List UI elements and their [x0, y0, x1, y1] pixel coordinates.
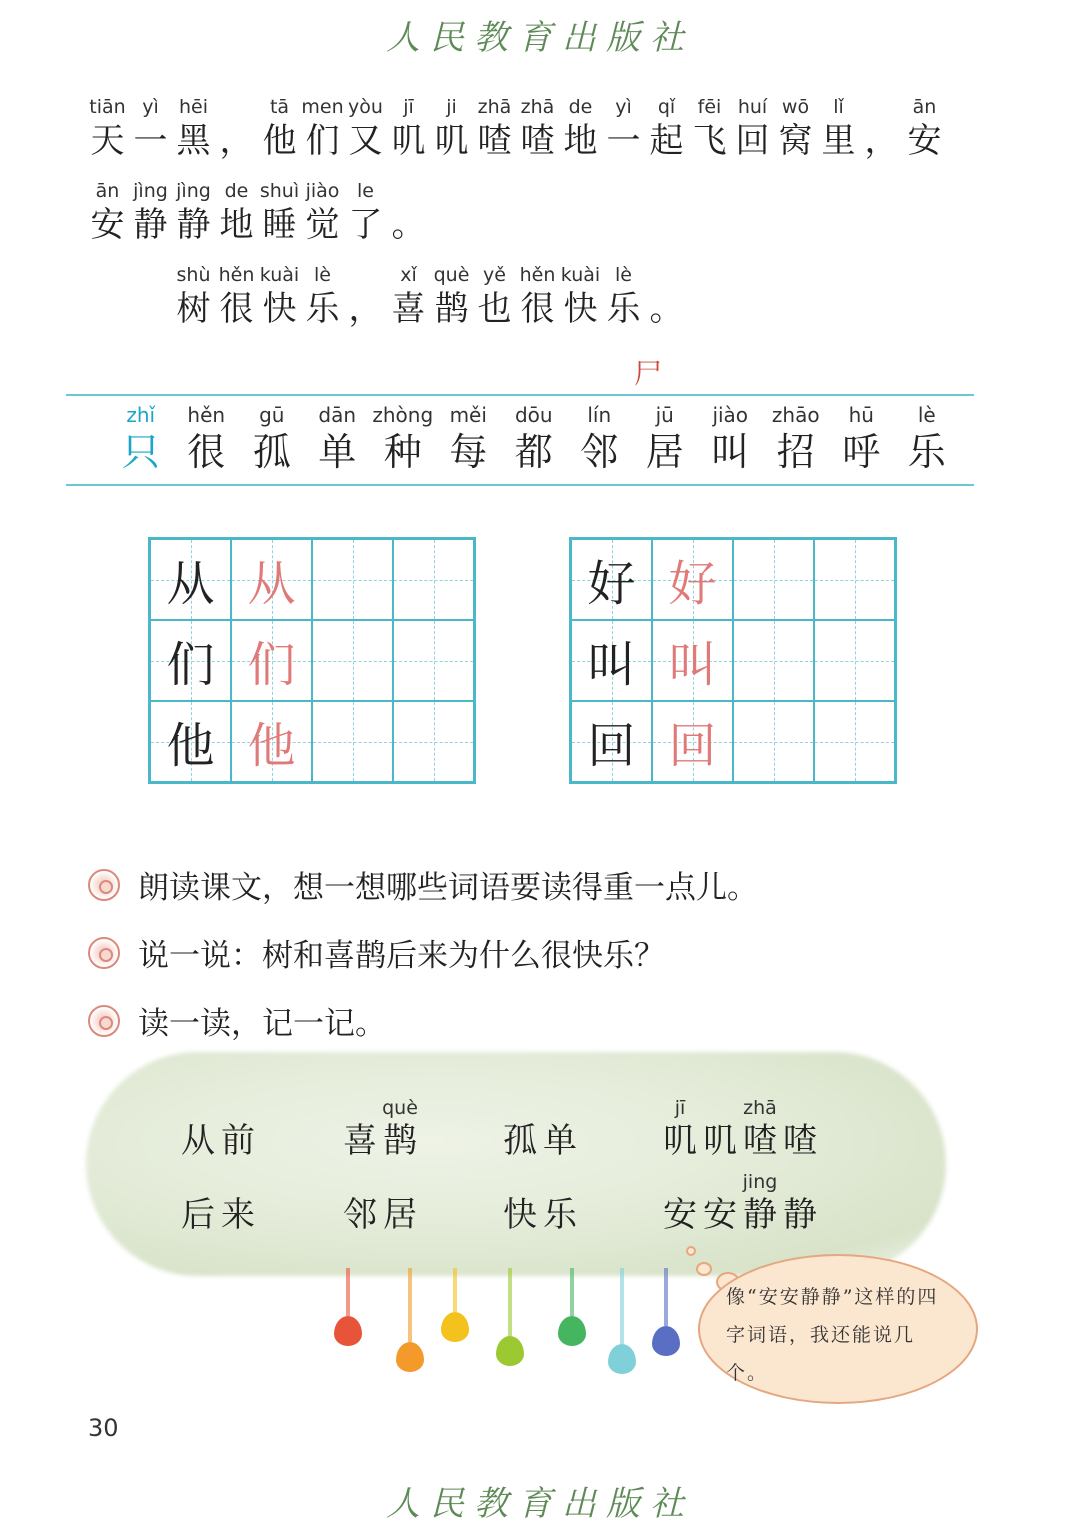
char-unit — [129, 94, 172, 162]
word-char — [540, 1096, 580, 1162]
pinyin: kuài — [560, 264, 601, 286]
hanzi: 睡 — [262, 205, 297, 245]
exercise-3 — [88, 998, 386, 1043]
cloud-illustration — [86, 1052, 946, 1276]
vocab-hanzi: 乐 — [907, 430, 946, 474]
char-unit — [559, 262, 602, 330]
pinyin: shù — [176, 264, 211, 286]
pinyin: yě — [483, 264, 506, 286]
vocab-pinyin: hěn — [187, 403, 226, 427]
pinyin: lǐ — [833, 96, 844, 118]
hanzi: 飞 — [692, 121, 727, 161]
drop-ball — [558, 1316, 586, 1346]
grid-cell — [733, 620, 814, 701]
word-hanzi: 孤 — [503, 1121, 537, 1161]
vocab-pinyin: zhāo — [771, 403, 820, 427]
char-unit — [430, 262, 473, 330]
model-character: 他 — [166, 718, 215, 774]
grid-cell — [312, 539, 393, 620]
hanzi: 喳 — [477, 121, 512, 161]
char-unit — [387, 94, 430, 162]
tracing-character: 们 — [247, 637, 296, 693]
word-hanzi: 单 — [543, 1121, 577, 1161]
vocab-pinyin: zhòng — [372, 403, 434, 427]
hanzi: 乐 — [606, 289, 641, 329]
vocab-hanzi: 都 — [514, 430, 553, 474]
char-unit — [301, 178, 344, 246]
grid-cell — [312, 620, 393, 701]
word-char — [500, 1096, 540, 1162]
hanzi: 乐 — [305, 289, 340, 329]
tracing-character: 从 — [247, 556, 296, 612]
char-unit — [258, 94, 301, 162]
thought-dot-small — [686, 1246, 696, 1256]
vocab-strip-bottom-border — [66, 484, 974, 486]
exercise-bullet-icon — [88, 1005, 120, 1037]
grid-cell — [231, 701, 312, 782]
pinyin: jìng — [133, 180, 168, 202]
pinyin: wō — [781, 96, 810, 118]
char-unit — [387, 178, 430, 246]
word-hanzi: 喳 — [783, 1121, 817, 1161]
vocab-char — [501, 402, 567, 476]
vocab-hanzi: 单 — [318, 430, 357, 474]
pinyin: zhā — [477, 96, 512, 118]
char-unit — [645, 262, 688, 330]
vocab-word — [340, 1170, 420, 1236]
grid-cell — [814, 701, 895, 782]
hanzi: 回 — [735, 121, 770, 161]
pinyin: le — [357, 180, 374, 202]
hanzi: 喳 — [520, 121, 555, 161]
hanzi: ， — [348, 289, 383, 329]
model-character: 们 — [166, 637, 215, 693]
drop-stem — [346, 1268, 350, 1316]
grid-cell — [571, 539, 652, 620]
grid-cell — [393, 620, 474, 701]
grid-cell — [652, 539, 733, 620]
vocab-hanzi: 邻 — [580, 430, 619, 474]
hanzi: 们 — [305, 121, 340, 161]
hanzi: 安 — [907, 121, 942, 161]
word-hanzi: 居 — [383, 1195, 417, 1235]
grid-cell — [231, 620, 312, 701]
hanzi: 快 — [262, 289, 297, 329]
char-unit — [473, 262, 516, 330]
word-char — [218, 1096, 258, 1162]
hanzi: 一 — [133, 121, 168, 161]
hanzi: 快 — [563, 289, 598, 329]
word-hanzi: 后 — [181, 1195, 215, 1235]
vocab-char — [174, 402, 240, 476]
text-line-3 — [172, 262, 688, 330]
word-char — [218, 1170, 258, 1236]
word-char — [740, 1096, 780, 1162]
pinyin: huí — [737, 96, 768, 118]
drop-stem — [620, 1268, 624, 1344]
hanzi: 叽 — [391, 121, 426, 161]
vocab-char — [370, 402, 436, 476]
grid-cell — [150, 539, 231, 620]
hanzi: 窝 — [778, 121, 813, 161]
hanzi: 很 — [219, 289, 254, 329]
char-unit — [301, 262, 344, 330]
grid-cell — [150, 620, 231, 701]
pinyin: jiào — [305, 180, 340, 202]
vocab-hanzi: 叫 — [711, 430, 750, 474]
publisher-watermark-top: 人民教育出版社 — [386, 18, 694, 58]
char-unit — [86, 178, 129, 246]
char-unit — [215, 94, 258, 162]
tracing-character: 他 — [247, 718, 296, 774]
vocab-char — [894, 402, 960, 476]
char-unit — [344, 262, 387, 330]
vocab-pinyin: hū — [848, 403, 874, 427]
hanzi: 。 — [649, 289, 684, 329]
text-line-1 — [86, 94, 946, 162]
grid-cell — [733, 701, 814, 782]
char-unit — [860, 94, 903, 162]
hanzi: 里 — [821, 121, 856, 161]
hanzi: 天 — [90, 121, 125, 161]
word-hanzi: 乐 — [543, 1195, 577, 1235]
word-hanzi: 安 — [703, 1195, 737, 1235]
hanzi: 很 — [520, 289, 555, 329]
word-hanzi: 静 — [743, 1195, 777, 1235]
grid-cell — [231, 539, 312, 620]
char-unit — [430, 94, 473, 162]
char-unit — [258, 178, 301, 246]
word-char — [700, 1096, 740, 1162]
hanzi: 静 — [133, 205, 168, 245]
vocab-pinyin: dān — [318, 403, 357, 427]
char-unit — [559, 94, 602, 162]
word-char — [780, 1170, 820, 1236]
word-char — [740, 1170, 780, 1236]
vocab-hanzi: 招 — [776, 430, 815, 474]
exercise-bullet-icon — [88, 937, 120, 969]
word-hanzi: 叽 — [663, 1121, 697, 1161]
word-char — [178, 1170, 218, 1236]
word-char — [380, 1096, 420, 1162]
hanzi: 。 — [391, 205, 426, 245]
grid-cell — [312, 701, 393, 782]
vocab-word — [660, 1170, 820, 1236]
pinyin: yì — [615, 96, 632, 118]
pinyin: hěn — [218, 264, 255, 286]
exercise-bullet-icon — [88, 869, 120, 901]
pinyin: tā — [269, 96, 290, 118]
writing-grid-left — [148, 537, 476, 784]
vocab-pinyin: lè — [917, 403, 936, 427]
exercise-text: 读一读，记一记。 — [138, 1006, 386, 1042]
text-line-2 — [86, 178, 430, 246]
word-hanzi: 安 — [663, 1195, 697, 1235]
vocab-hanzi: 孤 — [252, 430, 291, 474]
drop-stem — [664, 1268, 668, 1326]
vocab-word — [178, 1096, 258, 1162]
word-hanzi: 鹊 — [383, 1121, 417, 1161]
hanzi: 一 — [606, 121, 641, 161]
grid-cell — [571, 620, 652, 701]
hanzi: 地 — [563, 121, 598, 161]
model-character: 叫 — [587, 637, 636, 693]
word-hanzi: 叽 — [703, 1121, 737, 1161]
hanzi: 安 — [90, 205, 125, 245]
vocab-hanzi: 种 — [383, 430, 422, 474]
hanzi: 树 — [176, 289, 211, 329]
pinyin: yòu — [348, 96, 383, 118]
char-unit — [86, 94, 129, 162]
char-unit — [258, 262, 301, 330]
vocab-word — [340, 1096, 420, 1162]
pinyin: fēi — [697, 96, 722, 118]
pinyin: què — [433, 264, 470, 286]
hanzi: 也 — [477, 289, 512, 329]
pinyin: tiān — [89, 96, 126, 118]
word-pinyin: jing — [742, 1171, 778, 1193]
vocab-pinyin: měi — [449, 403, 487, 427]
pinyin: ān — [95, 180, 120, 202]
word-char — [660, 1096, 700, 1162]
hanzi: 又 — [348, 121, 383, 161]
word-hanzi: 邻 — [343, 1195, 377, 1235]
pinyin: shuì — [259, 180, 300, 202]
hanzi: 了 — [348, 205, 383, 245]
vocab-pinyin: dōu — [514, 403, 553, 427]
word-char — [780, 1096, 820, 1162]
new-character-strip — [108, 402, 960, 476]
hanzi: 叽 — [434, 121, 469, 161]
vocab-char — [632, 402, 698, 476]
pinyin: yì — [142, 96, 159, 118]
hanzi: 鹊 — [434, 289, 469, 329]
pinyin: hēi — [178, 96, 208, 118]
grid-cell — [393, 539, 474, 620]
grid-cell — [814, 539, 895, 620]
drop-ball — [396, 1342, 424, 1372]
word-char — [540, 1170, 580, 1236]
vocab-word — [500, 1170, 580, 1236]
word-hanzi: 从 — [181, 1121, 215, 1161]
char-unit — [774, 94, 817, 162]
char-unit — [731, 94, 774, 162]
hanzi: 静 — [176, 205, 211, 245]
word-char — [178, 1096, 218, 1162]
drop-ball — [652, 1326, 680, 1356]
thought-bubble-text: 像“安安静静”这样的四字词语，我还能说几个。 — [726, 1286, 939, 1384]
pinyin: de — [568, 96, 593, 118]
writing-grid-right — [569, 537, 897, 784]
word-hanzi: 快 — [503, 1195, 537, 1235]
hanzi: ， — [864, 121, 899, 161]
vocab-word — [500, 1096, 580, 1162]
char-unit — [172, 178, 215, 246]
char-unit — [172, 94, 215, 162]
radical-hint: 尸 — [634, 357, 663, 390]
word-char — [660, 1170, 700, 1236]
vocab-hanzi: 每 — [449, 430, 488, 474]
pinyin: ān — [912, 96, 937, 118]
thought-dot-medium — [696, 1262, 712, 1276]
pinyin: hěn — [519, 264, 556, 286]
pinyin: lè — [615, 264, 632, 286]
grid-cell — [652, 620, 733, 701]
word-char — [500, 1170, 540, 1236]
exercise-text: 朗读课文，想一想哪些词语要读得重一点儿。 — [138, 870, 758, 906]
hanzi: 地 — [219, 205, 254, 245]
char-unit — [172, 262, 215, 330]
hanzi: ， — [219, 121, 254, 161]
drop-ball — [334, 1316, 362, 1346]
vocab-char — [436, 402, 502, 476]
pinyin: zhā — [520, 96, 555, 118]
word-char — [380, 1170, 420, 1236]
vocab-pinyin: lín — [587, 403, 612, 427]
grid-cell — [652, 701, 733, 782]
char-unit — [344, 94, 387, 162]
grid-cell — [393, 701, 474, 782]
char-unit — [645, 94, 688, 162]
tracing-character: 好 — [668, 556, 717, 612]
word-pinyin: què — [382, 1097, 418, 1119]
word-hanzi: 前 — [221, 1121, 255, 1161]
model-character: 回 — [587, 718, 636, 774]
char-unit — [602, 262, 645, 330]
hanzi: 觉 — [305, 205, 340, 245]
drop-ball — [441, 1312, 469, 1342]
word-char — [340, 1096, 380, 1162]
model-character: 从 — [166, 556, 215, 612]
vocab-word — [178, 1170, 258, 1236]
drop-ball — [496, 1336, 524, 1366]
char-unit — [903, 94, 946, 162]
vocab-char — [763, 402, 829, 476]
exercise-1 — [88, 862, 758, 907]
pinyin: jìng — [176, 180, 211, 202]
char-unit — [473, 94, 516, 162]
vocab-strip-top-border — [66, 394, 974, 396]
pinyin: men — [301, 96, 344, 118]
hanzi: 喜 — [391, 289, 426, 329]
vocab-hanzi: 呼 — [842, 430, 881, 474]
model-character: 好 — [587, 556, 636, 612]
char-unit — [215, 178, 258, 246]
drop-stem — [570, 1268, 574, 1316]
char-unit — [129, 178, 172, 246]
vocab-pinyin: gū — [259, 403, 285, 427]
hanzi: 黑 — [176, 121, 211, 161]
grid-cell — [571, 701, 652, 782]
char-unit — [602, 94, 645, 162]
grid-cell — [733, 539, 814, 620]
vocab-char — [305, 402, 371, 476]
pinyin: lè — [314, 264, 331, 286]
char-unit — [215, 262, 258, 330]
char-unit — [344, 178, 387, 246]
drop-stem — [453, 1268, 457, 1312]
grid-cell — [814, 620, 895, 701]
grid-cell — [150, 701, 231, 782]
word-hanzi: 喳 — [743, 1121, 777, 1161]
char-unit — [817, 94, 860, 162]
pinyin: qǐ — [657, 96, 676, 118]
pinyin: jī — [403, 96, 414, 118]
vocab-hanzi: 只 — [121, 430, 160, 474]
word-hanzi: 静 — [783, 1195, 817, 1235]
exercise-2 — [88, 930, 665, 975]
word-char — [340, 1170, 380, 1236]
word-hanzi: 喜 — [343, 1121, 377, 1161]
drop-ball — [608, 1344, 636, 1374]
word-pinyin: jī — [674, 1097, 686, 1119]
vocab-word — [660, 1096, 820, 1162]
pinyin: xǐ — [400, 264, 417, 286]
char-unit — [516, 94, 559, 162]
vocab-char — [829, 402, 895, 476]
tracing-character: 叫 — [668, 637, 717, 693]
vocab-pinyin: jū — [655, 403, 674, 427]
vocab-hanzi: 居 — [645, 430, 684, 474]
char-unit — [688, 94, 731, 162]
hanzi: 起 — [649, 121, 684, 161]
page-number: 30 — [88, 1414, 119, 1442]
drop-stem — [408, 1268, 412, 1342]
word-pinyin: zhā — [743, 1097, 777, 1119]
char-unit — [516, 262, 559, 330]
vocab-char — [698, 402, 764, 476]
vocab-hanzi: 很 — [187, 430, 226, 474]
pinyin: kuài — [259, 264, 300, 286]
word-hanzi: 来 — [221, 1195, 255, 1235]
char-unit — [301, 94, 344, 162]
vocab-char — [567, 402, 633, 476]
vocab-char — [239, 402, 305, 476]
exercise-text: 说一说：树和喜鹊后来为什么很快乐？ — [138, 938, 665, 974]
vocab-pinyin: zhǐ — [126, 403, 156, 427]
tracing-character: 回 — [668, 718, 717, 774]
char-unit — [387, 262, 430, 330]
pinyin: ji — [446, 96, 457, 118]
hanzi: 他 — [262, 121, 297, 161]
word-char — [700, 1170, 740, 1236]
pinyin: de — [224, 180, 249, 202]
publisher-watermark-bottom: 人民教育出版社 — [386, 1484, 694, 1524]
vocab-char — [108, 402, 174, 476]
drop-stem — [508, 1268, 512, 1336]
vocab-pinyin: jiào — [712, 403, 749, 427]
